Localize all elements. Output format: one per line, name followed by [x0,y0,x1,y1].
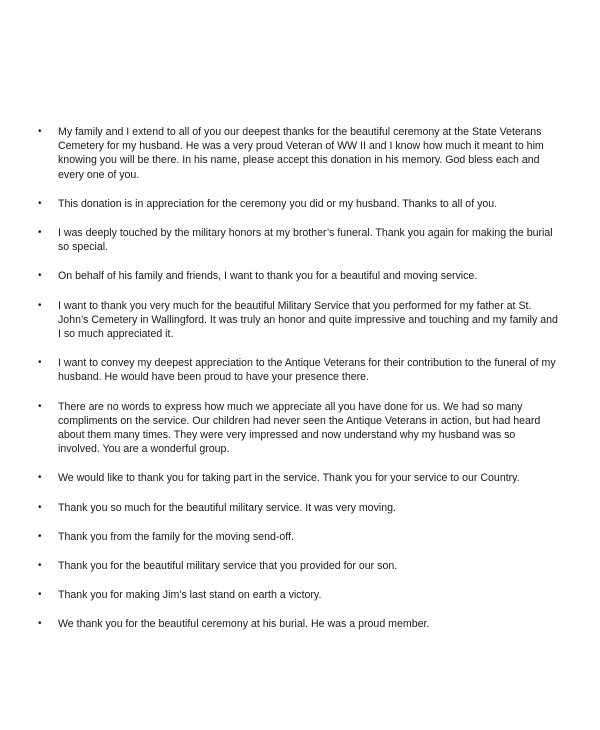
list-item-text: I want to thank you very much for the beautiful Military Service that you performed for my father at St. John’s Cemetery in Wallingford. It was truly an honor and quite impressive and touching and my family and I so much appreciated it. [58,299,558,341]
bullet-icon: • [38,227,42,239]
bullet-icon: • [38,560,42,572]
bullet-icon: • [38,126,42,137]
list-item [38,197,558,211]
list-item [38,299,558,342]
list-item [38,400,558,457]
condolence-message-list [38,125,558,647]
list-item-text: I want to convey my deepest appreciation to the Antique Veterans for their contribution to the funeral of my husband. He would have been proud to have your presence there. [58,357,556,384]
list-item-text: On behalf of his family and friends, I want to thank you for a beautiful and moving service. [58,270,478,283]
list-item-text: Thank you from the family for the moving send-off. [58,530,294,543]
list-item-text: Thank you for making Jim’s last stand on earth a victory. [58,589,322,602]
list-item-text: I was deeply touched by the military honors at my brother’s funeral. Thank you again for making the burial so special. [58,227,553,254]
list-item-text: Thank you so much for the beautiful military service. It was very moving. [58,501,396,514]
bullet-icon: • [38,299,42,311]
list-item [38,501,558,515]
list-item [38,530,558,544]
list-item-text: This donation is in appreciation for the ceremony you did or my husband. Thanks to all of you. [58,197,498,210]
list-item-text: We thank you for the beautiful ceremony at his burial. He was a proud member. [58,618,430,631]
list-item [38,617,558,631]
list-item [38,559,558,573]
bullet-icon: • [38,589,42,601]
list-item [38,356,558,384]
list-item [38,226,558,254]
list-item-text: Thank you for the beautiful military service that you provided for our son. [58,560,398,573]
list-item-text: My family and I extend to all of you our deepest thanks for the beautiful ceremony at the State Veterans Cemetery for my husband. He was a very proud Veteran of WW II and I know how much it meant to him knowing you will be there. In his name, please accept this donation in his memory. God bless each and every one of you. [58,126,544,181]
list-item [38,125,558,182]
bullet-icon: • [38,472,42,484]
list-item [38,588,558,602]
list-item [38,471,558,485]
list-item [38,269,558,283]
bullet-icon: • [38,501,42,513]
bullet-icon: • [38,197,42,209]
bullet-icon: • [38,530,42,542]
bullet-icon: • [38,618,42,630]
bullet-icon: • [38,400,42,412]
list-item-text: We would like to thank you for taking part in the service. Thank you for your service to our Country. [58,472,520,485]
bullet-icon: • [38,357,42,369]
bullet-icon: • [38,270,42,282]
list-item-text: There are no words to express how much we appreciate all you have done for us. We had so many compliments on the service. Our children had never seen the Antique Veterans in action, but had heard about them many times. They were very impressed and now understand why my husband was so involved. You are a wonderful group. [58,400,541,456]
